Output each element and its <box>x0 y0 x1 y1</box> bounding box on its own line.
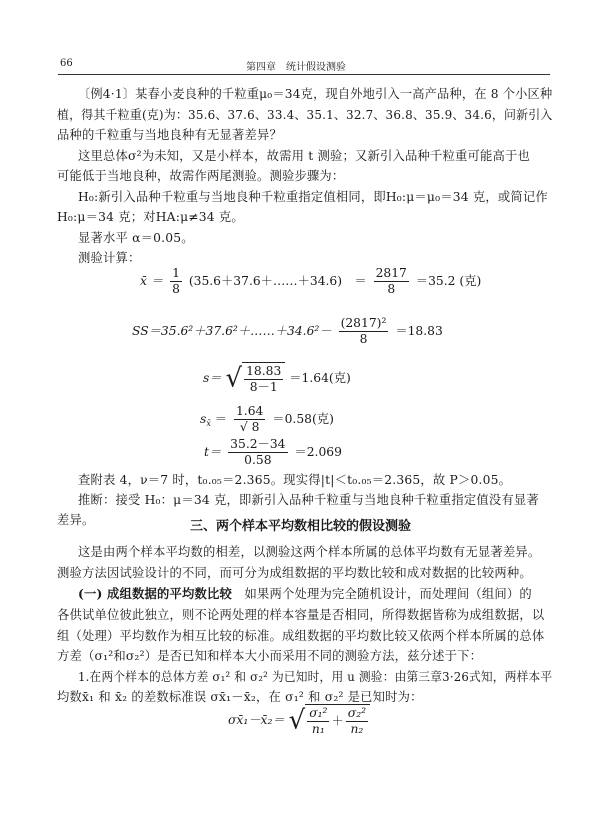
example-line-2: 植，得其千粒重(克)为：35.6、37.6、33.4、35.1、32.7、36.8、35.9、34.6，问新引入 <box>57 108 553 122</box>
null-hypothesis-line-1: H₀:新引入品种千粒重与当地良种千粒重指定值相同，即H₀:μ＝μ₀＝34 克，或简记作 <box>78 190 548 204</box>
n2: n₂ <box>350 722 364 736</box>
mean-lhs: x̄ ＝ <box>140 274 164 288</box>
t-lhs: t＝ <box>204 445 222 459</box>
section-paragraph-2-line-1 <box>78 586 532 602</box>
equation-mean <box>140 266 481 297</box>
equation-sx <box>200 404 334 435</box>
ss-lhs: SS＝35.6²＋37.6²＋……＋34.6²－ <box>132 324 332 338</box>
section-paragraph-2-line-3: 组（处理）平均数作为相互比较的标准。成组数据的平均数比较又依两个样本所属的总体 <box>57 629 545 643</box>
s-sqrt <box>226 362 286 395</box>
t-fraction <box>228 437 287 468</box>
ss-frac-num: (2817)² <box>340 316 387 330</box>
sigma-diff-sqrt <box>289 704 370 737</box>
sigma2-sq: σ₂² <box>347 706 367 720</box>
t-frac-num: 35.2－34 <box>230 437 286 451</box>
equation-sigma-diff <box>228 704 370 737</box>
t-result: ＝2.069 <box>294 445 342 459</box>
equation-ss <box>132 316 443 347</box>
section-paragraph-3-line-2: 均数x̄₁ 和 x̄₂ 的差数标准误 σx̄₁－x̄₂，在 σ₁² 和 σ₂² 是已知时为： <box>57 690 423 704</box>
mean-result: ＝35.2 (克) <box>415 274 482 288</box>
n1: n₁ <box>311 722 325 736</box>
conclusion-line-2: 推断：接受 H₀：μ＝34 克，即新引入品种千粒重与当地良种千粒重指定值没有显著 <box>78 493 539 507</box>
mean-fraction-2 <box>374 266 409 297</box>
mean-frac-den: 8 <box>172 282 180 296</box>
sigma-diff-lhs: σx̄₁－x̄₂＝ <box>228 713 285 727</box>
sx-lhs: s <box>200 412 207 426</box>
s-result: ＝1.64(克) <box>289 371 351 385</box>
sqrt-icon: √ <box>288 705 306 736</box>
example-line-5: 可能低于当地良种，故需作两尾测验。测验步骤为： <box>57 169 345 183</box>
subsection-heading: (一) 成组数据的平均数比较 <box>78 586 232 601</box>
subsection-text: 如果两个处理为完全随机设计，而处理间（组间）的 <box>244 587 532 601</box>
page-number: 66 <box>60 58 73 69</box>
t-frac-den: 0.58 <box>244 453 272 467</box>
ss-result: ＝18.83 <box>395 324 443 338</box>
section-title: 三、两个样本平均数相比较的假设测验 <box>190 519 412 534</box>
chapter-title: 第四章 统计假设测验 <box>246 62 346 73</box>
mean-sum: (35.6＋37.6＋……＋34.6) ＝ <box>188 274 367 288</box>
section-paragraph-2-line-4: 方差（σ₁²和σ₂²）是否已知和样本大小而采用不同的测验方法，兹分述于下： <box>57 649 483 663</box>
significance-level: 显著水平 α＝0.05。 <box>78 231 194 245</box>
equation-t <box>204 437 342 468</box>
s-lhs: s＝ <box>203 371 222 385</box>
ss-frac-den: 8 <box>359 332 368 346</box>
mean-frac-num: 1 <box>172 266 180 280</box>
equation-s <box>203 362 351 395</box>
example-line-1: 〔例4·1〕某春小麦良种的千粒重μ₀＝34克，现自外地引入一高产品种，在 8 个小区种 <box>78 87 553 101</box>
sx-eq: ＝ <box>214 412 228 426</box>
example-line-3: 品种的千粒重与当地良种有无显著差异？ <box>57 128 282 142</box>
section-paragraph-1-line-2: 测验方法因试验设计的不同，而可分为成组数据的平均数比较和成对数据的比较两种。 <box>57 566 532 580</box>
section-paragraph-3-line-1: 1.在两个样本的总体方差 σ₁² 和 σ₂² 为已知时，用 u 测验：由第三章3·26式知，两样本平 <box>78 670 553 684</box>
sqrt-icon: √ <box>225 363 243 394</box>
sx-fraction <box>234 404 265 435</box>
section-paragraph-2-line-2: 各供试单位彼此独立，则不论两处理的样本容量是否相同，所得数据皆称为成组数据，以 <box>57 608 545 622</box>
conclusion-line-1: 查附表 4，ν＝7 时，t₀.₀₅＝2.365。现实得|t|＜t₀.₀₅＝2.365，故 P＞0.05。 <box>78 473 512 487</box>
mean-frac2-den: 8 <box>387 282 396 296</box>
mean-frac2-num: 2817 <box>375 266 407 280</box>
example-line-4: 这里总体σ²为未知，又是小样本，故需用 t 测验；又新引入品种千粒重可能高于也 <box>78 149 530 163</box>
sx-frac-den: √ 8 <box>239 420 260 434</box>
sx-result: ＝0.58(克) <box>272 412 334 426</box>
sx-frac-num: 1.64 <box>235 404 264 418</box>
null-hypothesis-line-2: H₀:μ＝34 克；对HA:μ≠34 克。 <box>57 210 244 224</box>
plus-sign: ＋ <box>331 714 344 728</box>
sigma1-sq: σ₁² <box>309 706 328 720</box>
sx-sub: x̄ <box>206 419 211 428</box>
ss-fraction <box>339 316 389 347</box>
calculation-label: 测验计算： <box>78 251 141 265</box>
section-paragraph-1-line-1: 这是由两个样本平均数的相差，以测验这两个样本所属的总体平均数有无显著差异。 <box>78 545 541 559</box>
conclusion-line-3: 差异。 <box>57 513 95 527</box>
mean-fraction <box>170 266 182 297</box>
s-frac-den: 8－1 <box>249 380 278 394</box>
header-rule <box>58 74 550 75</box>
s-frac-num: 18.83 <box>246 364 282 378</box>
